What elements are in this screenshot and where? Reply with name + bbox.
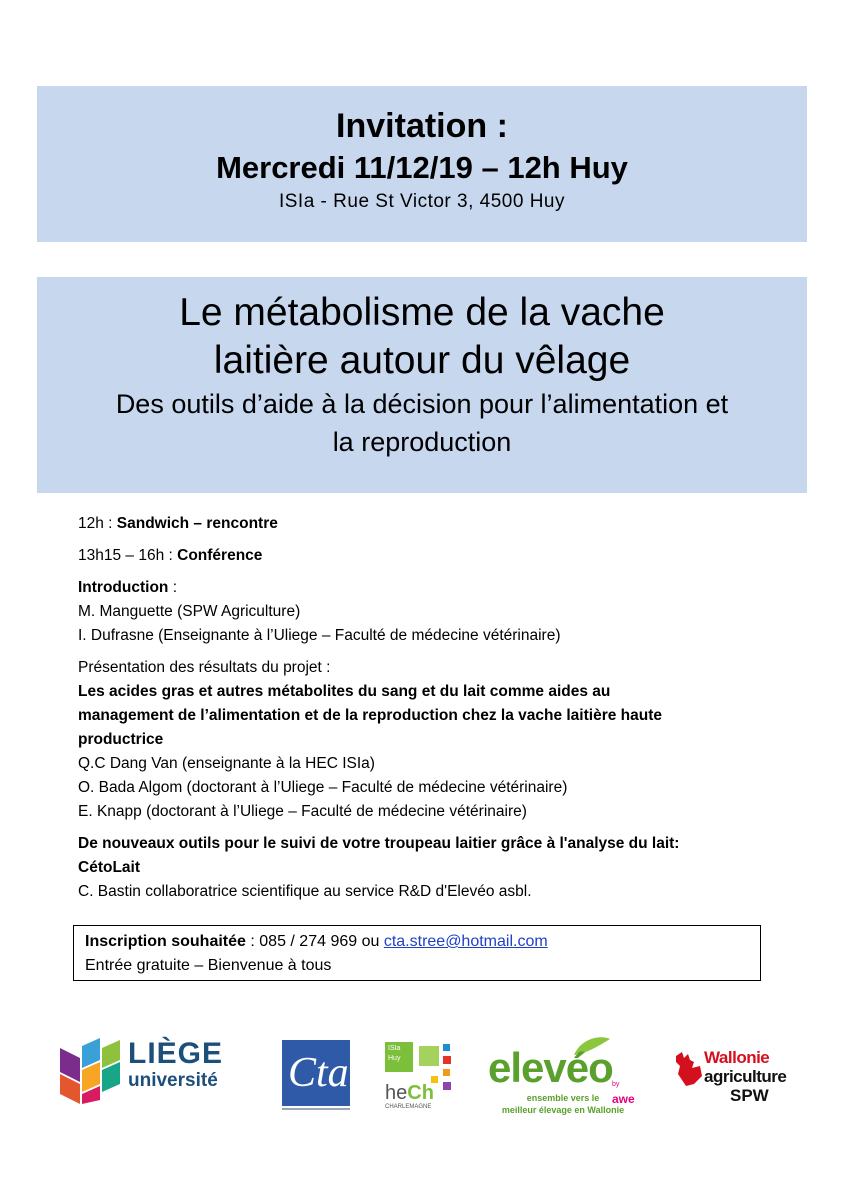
project-speaker-3: E. Knapp (doctorant à l’Uliege – Faculté de médecine vétérinaire) xyxy=(78,803,527,820)
conference-item: 13h15 – 16h : Conférence xyxy=(78,547,263,564)
liege-wordmark: LIÈGE xyxy=(128,1037,224,1070)
tools-title-line1: De nouveaux outils pour le suivi de votre troupeau laitier grâce à l'analyse du lait: xyxy=(78,835,680,852)
wallonie-agriculture-logo xyxy=(672,1048,802,1108)
topic-subtitle-line1: Des outils d’aide à la décision pour l’alimentation et xyxy=(115,389,729,419)
project-speaker-1: Q.C Dang Van (enseignante à la HEC ISIa) xyxy=(78,755,375,772)
intro-speaker-1: M. Manguette (SPW Agriculture) xyxy=(78,603,301,620)
invitation-title: Invitation : xyxy=(336,107,508,145)
rooster-icon xyxy=(672,1050,704,1090)
topic-subtitle-line2: la reproduction xyxy=(332,427,512,457)
event-date-line: Mercredi 11/12/19 – 12h Huy xyxy=(216,150,628,185)
project-title-line1: Les acides gras et autres métabolites du sang et du lait comme aides au xyxy=(78,683,611,700)
conference-label: Conférence xyxy=(177,547,263,564)
project-title-line2: management de l’alimentation et de la reproduction chez la vache laitière haute xyxy=(78,707,662,724)
introduction-heading: Introduction : xyxy=(78,579,178,596)
header-box xyxy=(37,86,807,242)
eleveo-wordmark: elevéo xyxy=(488,1044,613,1091)
lunch-label: Sandwich – rencontre xyxy=(116,515,278,532)
universite-wordmark: université xyxy=(128,1070,218,1091)
wallonie-wordmark: Wallonie xyxy=(704,1048,770,1067)
tools-title-line2: CétoLait xyxy=(78,859,140,876)
intro-speaker-2: I. Dufrasne (Enseignante à l’Uliege – Faculté de médecine vétérinaire) xyxy=(78,627,561,644)
registration-email-link[interactable]: cta.stree@hotmail.com xyxy=(383,933,548,950)
topic-title-line2: laitière autour du vêlage xyxy=(213,339,631,382)
hech-charlemagne-logo: ISIa Huy heCh CHARLEMAGNE xyxy=(385,1042,465,1110)
registration-phone: 085 / 274 969 xyxy=(259,933,358,950)
results-intro: Présentation des résultats du projet : xyxy=(78,659,331,676)
liege-cube-icon xyxy=(60,1038,122,1104)
agriculture-wordmark: agriculture xyxy=(704,1067,787,1086)
lunch-item: 12h : Sandwich – rencontre xyxy=(78,515,278,532)
tools-speaker: C. Bastin collaboratrice scientifique au service R&D d'Elevéo asbl. xyxy=(78,883,532,900)
registration-box xyxy=(73,925,761,981)
registration-line1: Inscription souhaitée : 085 / 274 969 ou cta.stree@hotmail.com xyxy=(85,933,548,950)
cta-wordmark: Cta xyxy=(288,1050,349,1096)
program xyxy=(78,512,778,904)
eleveo-logo: elevéo by awe ensemble vers le meilleur élevage en Wallonie xyxy=(488,1035,638,1115)
project-title-line3: productrice xyxy=(78,731,164,748)
topic-box xyxy=(37,277,807,493)
topic-title-line1: Le métabolisme de la vache xyxy=(179,291,665,334)
liege-universite-logo xyxy=(60,1038,240,1108)
registration-label: Inscription souhaitée xyxy=(85,933,246,950)
event-address: ISIa - Rue St Victor 3, 4500 Huy xyxy=(278,191,565,212)
project-speaker-2: O. Bada Algom (doctorant à l’Uliege – Faculté de médecine vétérinaire) xyxy=(78,779,568,796)
cta-logo xyxy=(282,1040,350,1112)
spw-wordmark: SPW xyxy=(730,1086,769,1105)
registration-line2: Entrée gratuite – Bienvenue à tous xyxy=(85,957,332,974)
